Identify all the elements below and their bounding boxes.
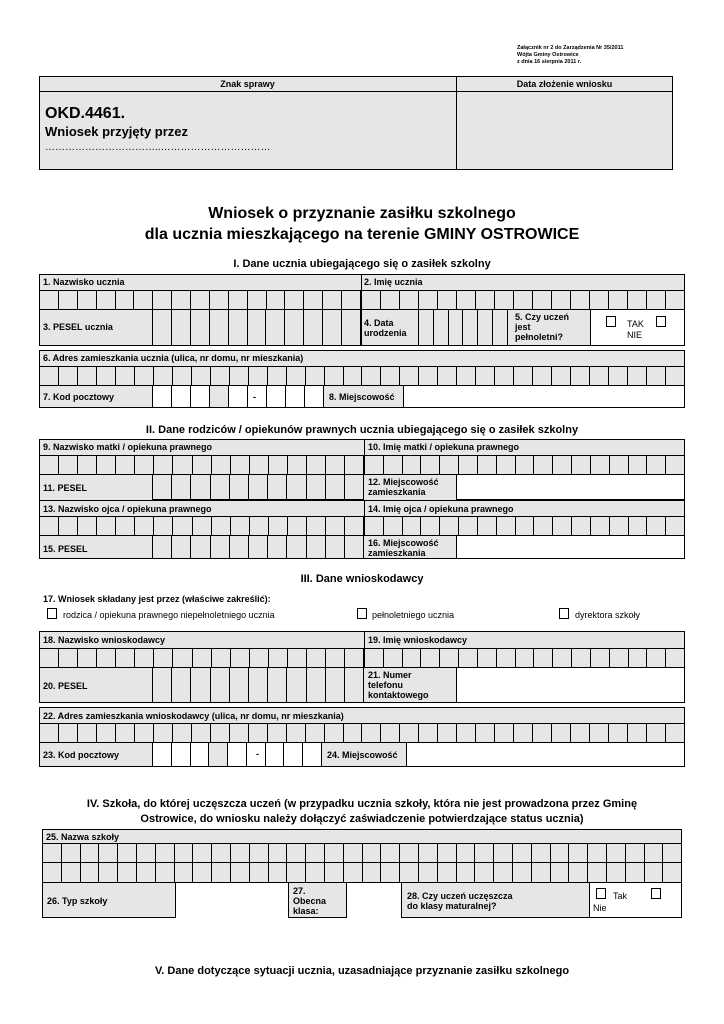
adult-question-line: pełnoletni?: [515, 332, 563, 342]
father-surname-input[interactable]: [39, 516, 364, 536]
adult-question-line: 5. Czy uczeń: [515, 312, 570, 322]
final-class-yes-label: Tak: [613, 891, 628, 901]
applicant-postal-label: 23. Kod pocztowy: [43, 750, 120, 760]
phone-label: [368, 670, 429, 700]
applicant-director-label: dyrektora szkoły: [575, 610, 641, 620]
date-label: Data złożenie wniosku: [516, 79, 613, 89]
applicant-surname-input[interactable]: [39, 648, 364, 668]
father-locality-input[interactable]: [456, 536, 685, 559]
school-type-label: 26. Typ szkoły: [47, 896, 108, 906]
applicant-adult-student-label: pełnoletniego ucznia: [372, 610, 455, 620]
class-label: [293, 886, 326, 916]
adult-yes-checkbox[interactable]: [606, 316, 616, 327]
class-label-line: 27.: [293, 886, 306, 896]
applicant-address-input[interactable]: [39, 723, 685, 743]
final-class-label: [407, 891, 513, 911]
locality-input[interactable]: [403, 386, 685, 408]
student-name-input[interactable]: [361, 290, 685, 310]
student-surname-label: 1. Nazwisko ucznia: [43, 277, 125, 287]
school-name-input-row1[interactable]: [42, 843, 682, 863]
locality-label: 8. Miejscowość: [329, 392, 395, 402]
school-type-input[interactable]: [175, 883, 289, 918]
birth-date-label: [364, 318, 407, 338]
section-4-heading-line2: Ostrowice, do wniosku należy dołączyć zaświadczenie potwierdzające status ucznia): [140, 813, 584, 825]
applicant-name-input[interactable]: [364, 648, 685, 668]
school-name-label: 25. Nazwa szkoły: [46, 832, 120, 842]
accepted-by-label: Wniosek przyjęty przez: [45, 124, 189, 139]
attachment-note: [517, 45, 623, 66]
applicant-surname-label: 18. Nazwisko wnioskodawcy: [43, 635, 166, 645]
applicant-address-label: 22. Adres zamieszkania wnioskodawcy (ulica, nr domu, nr mieszkania): [43, 711, 344, 721]
mother-name-input[interactable]: [364, 455, 685, 475]
class-label-line: klasa:: [293, 906, 319, 916]
applicant-pesel-input[interactable]: [152, 668, 364, 703]
section-3-heading: III. Dane wnioskodawcy: [300, 573, 424, 585]
case-label: Znak sprawy: [220, 79, 275, 89]
class-label-line: Obecna: [293, 896, 327, 906]
final-class-no-checkbox[interactable]: [651, 888, 661, 899]
father-locality-label: [368, 538, 439, 558]
student-surname-input[interactable]: [39, 290, 361, 310]
no-label: NIE: [627, 330, 643, 340]
applicant-adult-student-checkbox[interactable]: [357, 608, 367, 619]
adult-question-line: jest: [515, 322, 531, 332]
mother-locality-line: 12. Miejscowość: [368, 477, 439, 487]
mother-pesel-label: 11. PESEL: [43, 483, 88, 493]
section-4-heading-line1: IV. Szkoła, do której uczęszcza uczeń (w przypadku ucznia szkoły, która nie jest prowadzona przez Gminę: [86, 798, 638, 810]
phone-label-line: telefonu: [368, 680, 403, 690]
father-locality-line: 16. Miejscowość: [368, 538, 439, 548]
applicant-name-label: 19. Imię wnioskodawcy: [368, 635, 468, 645]
student-name-label: 2. Imię ucznia: [364, 277, 423, 287]
mother-surname-input[interactable]: [39, 455, 364, 475]
phone-label-line: 21. Numer: [368, 670, 412, 680]
birth-date-label-line: urodzenia: [364, 328, 407, 338]
student-address-input[interactable]: [39, 366, 685, 386]
applicant-postal-dash: -: [256, 749, 259, 759]
applicant-director-checkbox[interactable]: [559, 608, 569, 619]
student-pesel-input[interactable]: [152, 310, 361, 346]
attachment-note-line: Załącznik nr 2 do Zarządzenia Nr 35/2011: [517, 45, 624, 51]
attachment-note-line: Wójta Gminy Ostrowice: [517, 52, 579, 58]
applicant-pesel-label: 20. PESEL: [43, 681, 88, 691]
mother-surname-label: 9. Nazwisko matki / opiekuna prawnego: [43, 442, 213, 452]
postal-dash: -: [253, 392, 256, 402]
mother-locality-input[interactable]: [456, 475, 685, 500]
applicant-locality-input[interactable]: [406, 743, 685, 767]
class-input[interactable]: [346, 883, 402, 918]
yes-label: TAK: [627, 319, 644, 329]
father-pesel-input[interactable]: [152, 536, 364, 559]
birth-date-label-line: 4. Data: [364, 318, 394, 328]
mother-name-label: 10. Imię matki / opiekuna prawnego: [368, 442, 520, 452]
final-class-no-label: Nie: [593, 903, 607, 913]
father-name-label: 14. Imię ojca / opiekuna prawnego: [368, 504, 514, 514]
mother-pesel-input[interactable]: [152, 475, 364, 500]
section-2-heading: II. Dane rodziców / opiekunów prawnych ucznia ubiegającego się o zasiłek szkolny: [145, 424, 579, 436]
final-class-label-line: do klasy maturalnej?: [407, 901, 497, 911]
applicant-parent-label: rodzica / opiekuna prawnego niepełnoletniego ucznia: [63, 610, 275, 620]
final-class-label-line: 28. Czy uczeń uczęszcza: [407, 891, 513, 901]
final-class-yes-checkbox[interactable]: [596, 888, 606, 899]
section-1-box: [39, 274, 685, 346]
father-locality-line: zamieszkania: [368, 548, 426, 558]
applicant-type-label: 17. Wniosek składany jest przez (właściwe zakreślić):: [43, 594, 271, 604]
phone-input[interactable]: [456, 668, 685, 703]
postal-code-input[interactable]: [152, 386, 324, 408]
case-number: OKD.4461.: [45, 105, 126, 122]
mother-locality-label: [368, 477, 439, 497]
father-surname-label: 13. Nazwisko ojca / opiekuna prawnego: [43, 504, 212, 514]
signature-dots: ……………………………..……………………………: [45, 142, 271, 153]
phone-label-line: kontaktowego: [368, 690, 429, 700]
form-title-line2: dla ucznia mieszkającego na terenie GMINY OSTROWICE: [144, 226, 580, 243]
section-5-heading: V. Dane dotyczące sytuacji ucznia, uzasadniające przyznanie zasiłku szkolnego: [154, 965, 570, 977]
student-pesel-label: 3. PESEL ucznia: [43, 322, 113, 332]
school-name-input-row2[interactable]: [42, 863, 682, 883]
adult-question-label: [515, 312, 569, 342]
applicant-postal-input[interactable]: [152, 743, 322, 767]
section-1-heading: I. Dane ucznia ubiegającego się o zasiłek szkolny: [233, 258, 491, 270]
father-name-input[interactable]: [364, 516, 685, 536]
applicant-parent-checkbox[interactable]: [47, 608, 57, 619]
father-pesel-label: 15. PESEL: [43, 544, 88, 554]
form-title-line1: Wniosek o przyznanie zasiłku szkolnego: [208, 205, 516, 222]
adult-no-checkbox[interactable]: [656, 316, 666, 327]
birth-date-input[interactable]: [418, 310, 508, 346]
mother-locality-line: zamieszkania: [368, 487, 426, 497]
student-address-label: 6. Adres zamieszkania ucznia (ulica, nr domu, nr mieszkania): [43, 353, 304, 363]
postal-code-label: 7. Kod pocztowy: [43, 392, 115, 402]
applicant-locality-label: 24. Miejscowość: [327, 750, 398, 760]
attachment-note-line: z dnia 16 sierpnia 2011 r.: [517, 59, 582, 65]
